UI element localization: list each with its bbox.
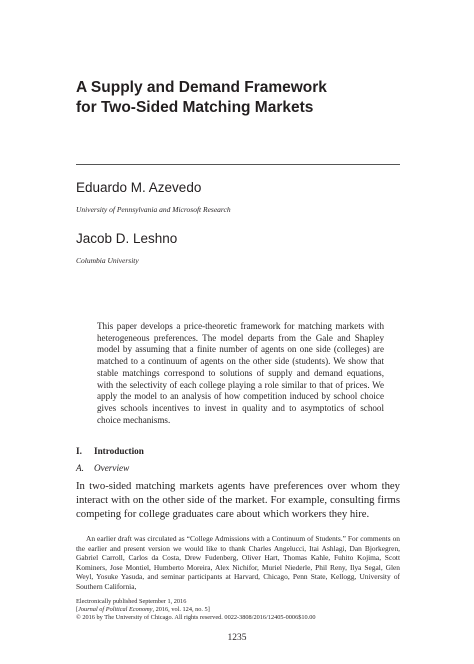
journal-name: Journal of Political Economy [78, 605, 153, 613]
journal-volume: , 2016, vol. 124, no. 5] [152, 605, 210, 613]
journal-citation: [Journal of Political Economy, 2016, vol. 124, no. 5] [76, 605, 210, 613]
footnote: An earlier draft was circulated as “College Admissions with a Continuum of Students.” For comments on the earlier and present version we would like to thank Charles Angelucci, Itai Ashlagi, Dan Bjorkegren, Gabriel Carroll, Carlos da Costa, Drew Fudenberg, Oliver Hart, Thomas Kahle, Fuhito Kojima, Scott Kominers, Jose Montiel, Humberto Moreira, Alex Nichifor, Muriel Niederle, Phil Reny, Ilya Segal, Glen Weyl, Yosuke Yasuda, and seminar participants at Harvard, Chicago, Penn State, Kellogg, University of Southern California, [76, 534, 400, 591]
section-title: Introduction [94, 446, 144, 456]
subsection-heading [76, 462, 129, 474]
title-line-1: A Supply and Demand Framework [76, 79, 327, 96]
subsection-number: A. [76, 463, 84, 473]
publication-date: Electronically published September 1, 2016 [76, 598, 187, 605]
title-line-2: for Two-Sided Matching Markets [76, 99, 314, 116]
subsection-title: Overview [94, 463, 130, 473]
author-name-2: Jacob D. Leshno [76, 231, 178, 246]
section-number: I. [76, 446, 82, 456]
author-affiliation-1: University of Pennsylvania and Microsoft Research [76, 205, 231, 214]
author-affiliation-2: Columbia University [76, 256, 139, 265]
copyright-notice: © 2016 by The University of Chicago. All rights reserved. 0022-3808/2016/12405-0006$10.00 [76, 613, 316, 621]
title-divider [76, 164, 400, 165]
author-name-1: Eduardo M. Azevedo [76, 180, 202, 195]
publication-info [76, 598, 406, 621]
body-paragraph: In two-sided matching markets agents have preferences over whom they interact with on the other side of the market. For example, consulting firms competing for college graduates care about which workers they hire. [76, 480, 400, 520]
abstract: This paper develops a price-theoretic framework for matching markets with heterogeneous preferences. The model departs from the Gale and Shapley model by assuming that a finite number of agents on one side (colleges) are matched to a continuum of agents on the other side (students). We show that stable matchings correspond to solutions of supply and demand equations, with the selectivity of each college playing a role similar to that of prices. We apply the model to an analysis of how competition induced by school choice gives schools incentives to invest in quality and to asymptotics of school choice mechanisms. [97, 321, 384, 425]
paper-title [76, 78, 416, 118]
page-number: 1235 [227, 633, 247, 643]
section-heading [76, 445, 144, 457]
